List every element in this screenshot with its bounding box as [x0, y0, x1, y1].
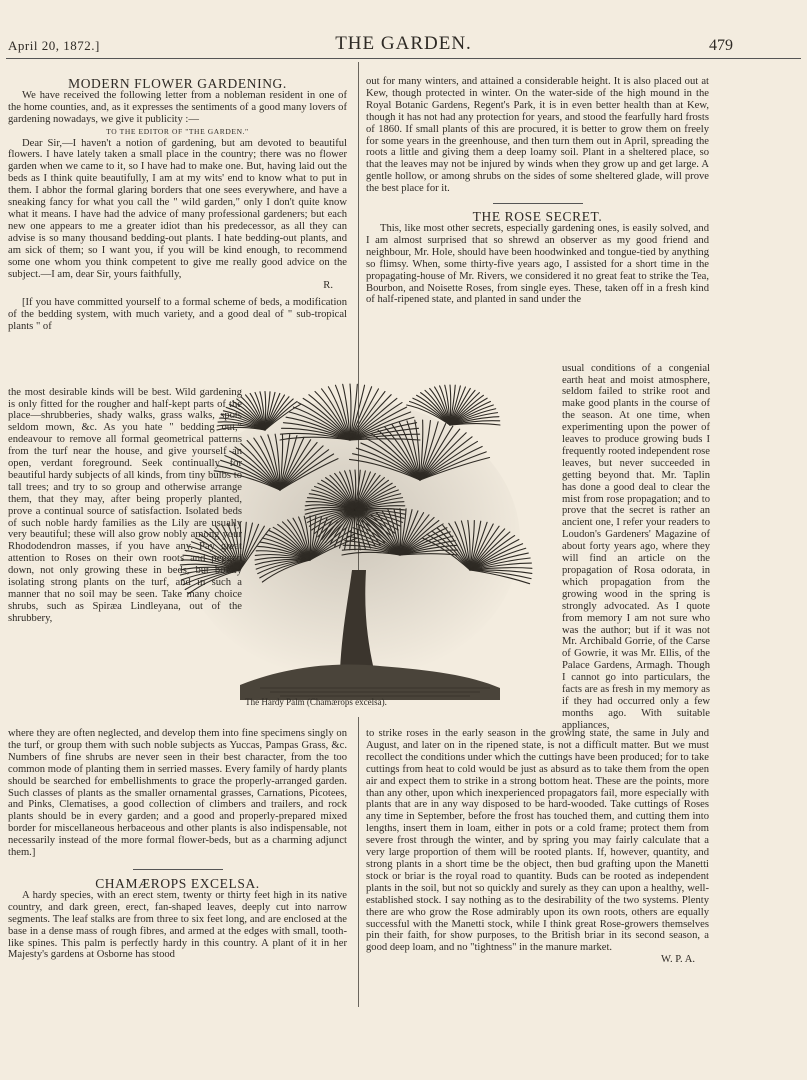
rose-narrow: usual conditions of a congenial earth heat and moist atmosphere, seldom failed to strike root and make good plants in the course of the season. At one time, when experimenting upon the power of leaves to produce growing buds I frequently rooted independent rose leaves, but never succeeded in getting beyond that. Mr. Taplin has done a good deal to clear the mist from rose propagation; and to prove that the secret is rather an ancient one, I refer your readers to Loudon's Gardeners' Magazine of about forty years ago, where they will find an article on the propagation of Rosa odorata, in which propagation from the growing wood in the spring is strongly advocated. As I quote from memory I am not sure who was the author; but if it was not Mr. Archibald Gorrie, of the Carse of Gowrie, it was Mr. Ellis, of the Palace Gardens, Armagh. Though I cannot go into particulars, the facts are as fresh in my memory as if they had occurred only a few months ago. With suitable appliances,	[562, 362, 710, 731]
right-column-top	[366, 76, 709, 306]
page-number: 479	[709, 37, 733, 54]
reply-lead: [If you have committed yourself to a formal scheme of beds, a modification of the bedding system, with much variety, and a good deal of " sub-tropical plants " of	[8, 297, 347, 333]
figure-caption: The Hardy Palm (Chamærops excelsa).	[245, 697, 387, 707]
rose-lead: This, like most other secrets, especially gardening ones, is easily solved, and I am almost surprised that so shrewd an observer as my good friend and neighbour, Mr. Hole, should have been hoodwinked and tongue-tied by anything so flimsy. When, some thirty-five years ago, I assisted for a short time in the propagating-house of Mr. Rivers, we considered it no great feat to strike the Tea, Bourbon, and Noisette Roses, from single eyes. These, taken off in a fresh kind of half-ripened state, and planted in sand under the	[366, 222, 709, 306]
right-column-narrow	[562, 352, 710, 742]
letter-signature: R.	[323, 280, 333, 292]
masthead-title: THE GARDEN.	[335, 33, 472, 54]
issue-date: April 20, 1872.]	[8, 38, 100, 53]
hardy-palm-engraving	[170, 370, 550, 700]
article-heading-chamaerops: CHAMÆROPS EXCELSA.	[95, 875, 260, 891]
article-intro: We have received the following letter from a nobleman resident in one of the home counties, and, as it expresses the sentiments of a good many lovers of gardening nowadays, we give it publicity :—	[8, 89, 347, 125]
left-column-top	[8, 78, 347, 333]
right-column-bottom	[366, 728, 709, 966]
article-heading-flower-gardening: MODERN FLOWER GARDENING.	[68, 76, 287, 91]
column-divider-lower	[358, 717, 359, 1007]
reply-wide: where they are often neglected, and develop them into fine specimens singly on the turf, or group them with such noble subjects as Yuccas, Pampas Grass, &c. Numbers of fine shrubs are never seen in their best character, from the too common mode of planting them in serried masses. Every family of hardy plants should be searched for embellishments to grace the properly-arranged garden. Such classes of plants as the smaller ornamental grasses, Carnations, Picotees, and Pinks, Clematises, a good collection of climbers and trailers, and rock plants should be in every garden; and a good and properly-prepared mixed border for miscellaneous herbaceous and other plants is also indispensable, not necessarily instead of the more formal flower-beds, but as a charming adjunct them.]	[8, 728, 347, 859]
palm-frond-segment	[450, 424, 500, 425]
chamaerops-body: A hardy species, with an erect stem, twenty or thirty feet high in its native country, and dark green, erect, fan-shaped leaves, deeply cut into narrow segments. The leaf stalks are from three to six feet long, and are enclosed at the base in a dense mass of rough fibres, and armed at the edges with small, tooth-like spines. This palm is perfectly hardy in this country. A plant of it in her Majesty's gardens at Osborne has stood	[8, 889, 347, 961]
rose-wide: to strike roses in the early season in the growing state, the same in July and August, and later on in the ripened state, is not a difficult matter. But we must recollect the conditions under which the cuttings have been produced; for to take cuttings from heat to cold would be just as absurd as to take them from the open air and expect them to strike in a strong bottom heat. These are the points, more than any other, upon which inexperienced propagators fail, more especially with plants that are in any way disposed to be hard-wooded. Take cuttings of Roses any time in September, before the frost has touched them, and cutting them into lengths, insert them in loam, either in pots or a cold frame; protect them from severe frost through the winter, and by spring you may fairly calculate that a very large proportion of them will be rooted plants. If, however, quantity, and strong plants in a short time be the object, then bud grafting upon the Manetti stock or briar is the royal road to quantity. Buds can be rooted as independent plants in the soil, but not so quickly and surely as they can upon a healthy, well-established stock. I say nothing as to the desirability of the two systems. Plenty there are who grow the Rose admirably upon its own roots, others are equally successful with the Manetti stock, while I think great Rose-growers themselves pin their faith, for show purposes, to the British briar in its second season, a good deep loam, and no "tightness" in the manure market.	[366, 728, 709, 954]
left-column-bottom	[8, 728, 347, 961]
reply-narrow: the most desirable kinds will be best. Wild gardening is only fitted for the rougher and half-kept parts of the place—shrubberies, shady walks, grass walks, spots seldom mown, &c. As you hate " bedding out," endeavour to remove all formal geometrical patterns from the turf near the house, and give yourself an open, verdant foreground. Seek continually for beautiful hardy subjects of all kinds, from tiny bulbs to tall trees; and try to so group and otherwise arrange them, that they may, after being properly planted, prove a continual source of satisfaction. Isolated beds of such noble hardy families as the Lily are usually very beautiful; these will also grow nobly among your Rhododendron masses, if you have any. Pay great attention to Roses on their own roots and pegged down, not only growing these in beds, but boldly isolating strong plants on the turf, and in such a manner that no soil may be seen. Take many choice shrubs, such as Spiræa Lindleyana, out of the shrubbery,	[8, 386, 242, 624]
rose-signature: W. P. A.	[660, 954, 695, 966]
section-rule	[133, 869, 223, 870]
letter-body: Dear Sir,—I haven't a notion of gardening, but am devoted to beautiful flowers. I have lately taken a small place in the country; there was no flower garden when we came to it, so I have had to make one. But, having laid out the beds as I think quite beautifully, I am at my wits' end to know what to put in them. I abhor the formal glaring borders that one sees everywhere, and have a sneaking fancy for what you call the " wild garden," only I don't quite know what it means. I have had the advice of many professional gardeners; but each new one appears to me a greater idiot than his predecessor, as all they can advise is so many thousand bedding-out plants. I hate bedding-out plants, and am sick of them; so I want you, if you will be kind enough, to recommend some one whom you think competent to give me really good advice on the subject.—I am, dear Sir, yours faithfully,	[8, 137, 347, 280]
header-rule	[6, 58, 801, 59]
to-editor-line: TO THE EDITOR OF "THE GARDEN."	[106, 126, 249, 136]
section-rule-right	[493, 203, 583, 204]
article-heading-rose-secret: THE ROSE SECRET.	[472, 209, 603, 225]
chamaerops-continued: out for many winters, and attained a considerable height. It is also placed out at Kew, though protected in winter. On the water-side of the high mound in the Royal Botanic Gardens, Regent's Park, it is in even better health than at Kew, though it has not had any protection for years, and stood the fearfully hard frosts of 1860. If small plants of this are procured, it is better to grow them on freely for some years in the greenhouse, and then turn them out in April, spreading the roots a little and giving them a deep loamy soil. Plant in a sheltered place, so that the leaves may not be injured by winds when they grow up and get large. A gentle hollow, or among shrubs on the sides of some sheltered glade, will prove the best place for it.	[366, 76, 709, 195]
